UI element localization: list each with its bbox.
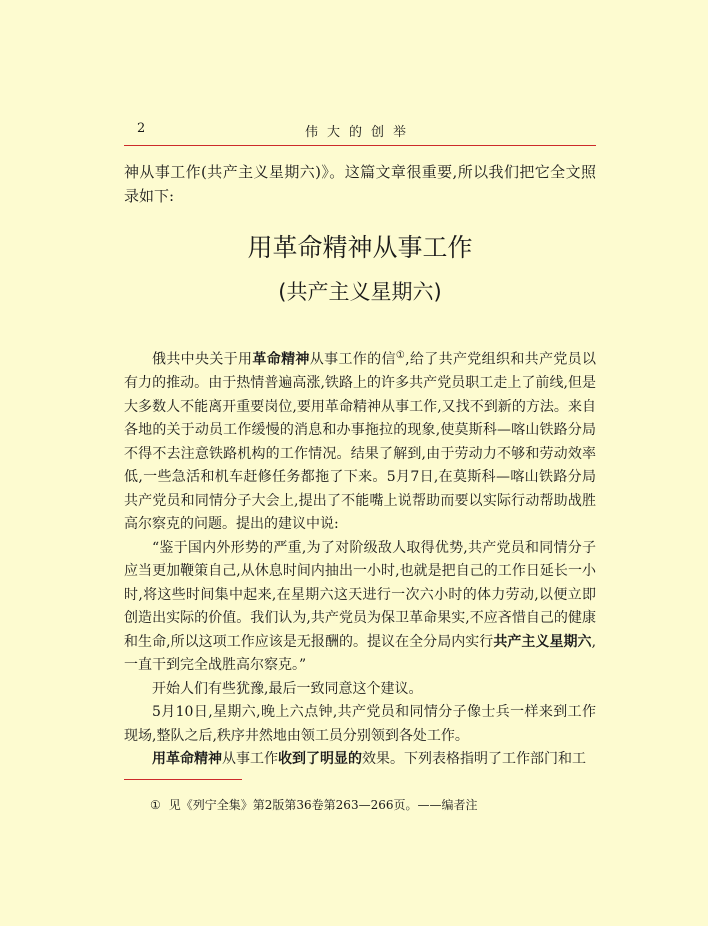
p5-text-b: 从事工作 bbox=[222, 751, 278, 768]
p5-text-d: 效果。下列表格指明了工作部门和工 bbox=[362, 751, 586, 768]
page-number: 2 bbox=[137, 121, 146, 136]
paragraph-5 bbox=[124, 748, 596, 772]
p1-bold: 革命精神 bbox=[252, 351, 310, 368]
footnote-ref: ① bbox=[395, 350, 406, 361]
p1-text-d: ,给了共产党组织和共产党员以有力的推动。由于热情普遍高涨,铁路上的许多共产党员职工走上了前线,但是大多数人不能离开重要岗位,要用革命精神从事工作,又找不到新的方法。来自各地的关于动员工作缓慢的消息和办事拖拉的现象,使莫斯科—喀山铁路分局不得不去注意铁路机构的工作情况。结果了解到,由于劳动力不够和劳动效率低,一些急活和机车赶修任务都拖了下来。5月7日,在莫斯科—喀山铁路分局共产党员和同情分子大会上,提出了不能嘴上说帮助而要以实际行动帮助战胜高尔察克的问题。提出的建议中说: bbox=[124, 351, 597, 533]
intro-paragraph: 神从事工作(共产主义星期六)》。这篇文章很重要,所以我们把它全文照录如下: bbox=[124, 163, 596, 205]
p1-text-c: 从事工作的信 bbox=[309, 351, 396, 368]
running-title: 伟大的创举 bbox=[304, 125, 415, 140]
page-body bbox=[124, 160, 596, 772]
footnote-text: 见《列宁全集》第2版第36卷第263—266页。——编者注 bbox=[168, 798, 478, 812]
p5-bold-c: 收到了明显的 bbox=[278, 751, 362, 768]
footnote-rule bbox=[124, 779, 242, 780]
running-header bbox=[124, 121, 596, 143]
paragraph-2-quote bbox=[124, 537, 596, 678]
p2-bold: 共产主义星期六 bbox=[493, 633, 592, 650]
header-rule bbox=[124, 145, 596, 146]
p5-bold-a: 用革命精神 bbox=[152, 751, 222, 768]
p2-text-a: “鉴于国内外形势的严重,为了对阶级敌人取得优势,共产党员和同情分子应当更加鞭策自己,从休息时间内抽出一小时,也就是把自己的工作日延长一小时,将这些时间集中起来,在星期六这天进行一次六小时的体力劳动,以便立即创造出实际的价值。我们认为,共产党员为保卫革命果实,不应吝惜自己的健康和生命,所以这项工作应该是无报酬的。提议在全分局内实行 bbox=[124, 539, 596, 650]
paragraph-4: 5月10日,星期六,晚上六点钟,共产党员和同情分子像士兵一样来到工作现场,整队之后,秩序井然地由领工员分别领到各处工作。 bbox=[124, 704, 596, 744]
paragraph-3: 开始人们有些犹豫,最后一致同意这个建议。 bbox=[152, 680, 423, 697]
p2-text-c: ,一直干到完全战胜高尔察克。” bbox=[124, 633, 597, 674]
footnote bbox=[150, 796, 485, 813]
paragraph-1 bbox=[124, 344, 596, 537]
footnote-marker: ① bbox=[150, 798, 161, 812]
p1-text-a: 俄共中央关于用 bbox=[152, 351, 253, 368]
article-subtitle: (共产主义星期六) bbox=[278, 280, 442, 304]
article-title: 用革命精神从事工作 bbox=[247, 233, 473, 262]
